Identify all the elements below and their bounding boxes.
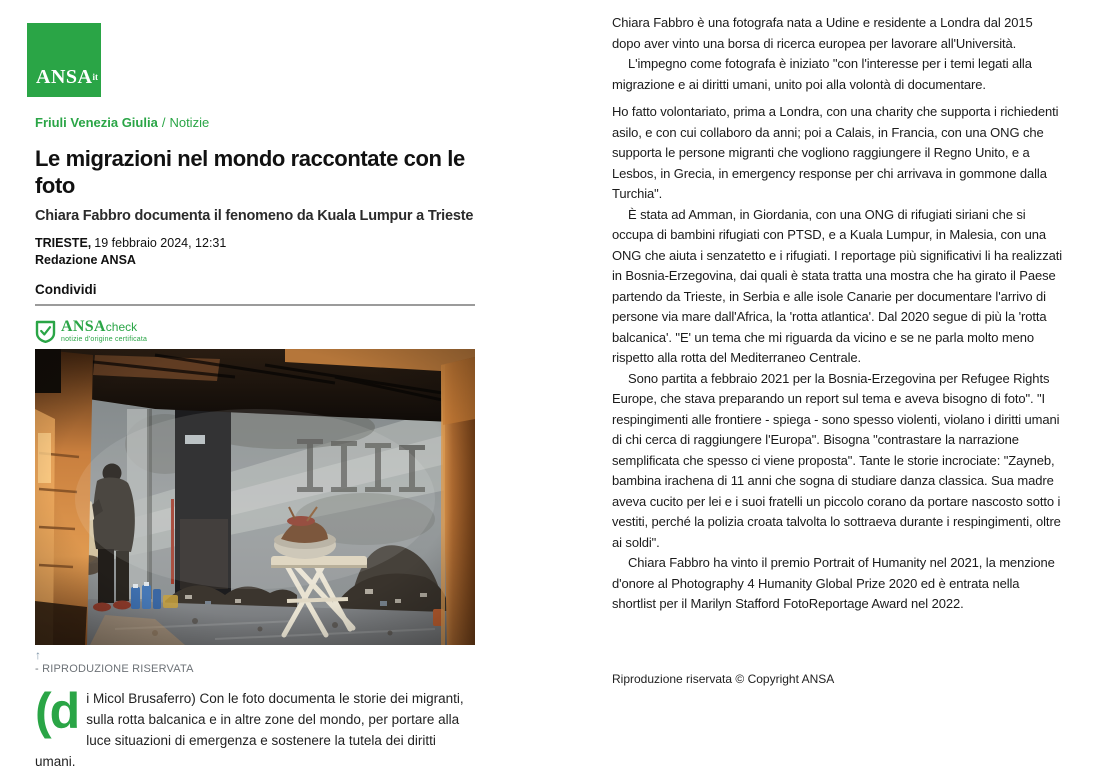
body-paragraph: Sono partita a febbraio 2021 per la Bosnia-Erzegovina per Refugee Rights Europe, che stava preparando un report sul tema e aveva bisogno di foto". "I respingimenti alle frontiere - spiega - sono spesso violenti, violano i diritti umani di chi cerca di raggiungere l'Europa". Bisogna "contrastare la narrazione semplificata che spesso ci viene proposta". Tante le storie incrociate: "Zayneb, bambina irachena di 11 anni che sogna di studiare danza classica. Sua madre aveva cucito per lei e i suoi fratelli un piccolo corano da portare nascosto sotto i vestiti, perché la polizia croata talvolta lo sottraeva durante i respingimenti, oltre ai soldi". xyxy=(612,370,1061,550)
up-arrow-icon[interactable]: ↑ xyxy=(35,648,41,662)
ansa-logo-text: ANSAit xyxy=(36,66,98,88)
photo-caption: - RIPRODUZIONE RISERVATA xyxy=(35,663,194,675)
article-subtitle: Chiara Fabbro documenta il fenomeno da Kuala Lumpur a Trieste xyxy=(35,208,474,224)
article-header-column xyxy=(35,23,475,772)
ansacheck-tagline: notizie d'origine certificata xyxy=(61,336,148,343)
dateline xyxy=(35,236,475,250)
article-body-column xyxy=(612,13,1064,615)
dateline-city: TRIESTE, xyxy=(35,236,92,250)
body-paragraph: L'impegno come fotografa è iniziato "con l'interesse per i temi legati alla migrazione e ai diritti umani, unito poi alla volontà di documentare. xyxy=(612,56,1032,92)
lead-text: i Micol Brusaferro) Con le foto documenta le storie dei migranti, sulla rotta balcanica e in altre zone del mondo, per portare alla luce situazioni di emergenza e sostenere la tutela dei diritti umani. xyxy=(35,691,464,769)
article-photo-image xyxy=(35,349,475,645)
dateline-timestamp: 19 febbraio 2024, 12:31 xyxy=(94,236,227,250)
ansacheck-brand: ANSA xyxy=(61,318,106,335)
ansa-logo[interactable] xyxy=(27,23,101,97)
divider xyxy=(35,304,475,306)
body-paragraph: Chiara Fabbro ha vinto il premio Portrait of Humanity nel 2021, la menzione d'onore al Photography 4 Humanity Global Prize 2020 ed è entrata nella shortlist per il Marilyn Stafford FotoReportage Award nel 2022. xyxy=(612,555,1055,611)
body-paragraph: È stata ad Amman, in Giordania, con una ONG di rifugiati siriani che si occupa di bambini rifugiati con PTSD, e a Kuala Lumpur, in Malesia, con una ONG che aiuta i senzatetto e i rifugiati. I reportage più significativi li ha realizzati in Bosnia-Erzegovina, dai quali è stata tratta una mostra che ha girato il Paese partendo da Trieste, in Serbia e alle isole Canarie per documentare l'arrivo di persone via mare dall'Africa, la 'rotta atlantica'. Dal 2020 segue di più la 'rotta balcanica'. "E' un tema che mi riguarda da vicino e se ne parla molto meno rispetto alla rotta del Mediterraneo Centrale. xyxy=(612,206,1063,365)
breadcrumb-region-link[interactable]: Friuli Venezia Giulia xyxy=(35,115,158,130)
shield-check-icon xyxy=(35,320,56,343)
share-label: Condividi xyxy=(35,282,97,297)
breadcrumb xyxy=(35,115,475,130)
page-title: Le migrazioni nel mondo raccontate con le foto xyxy=(35,146,465,198)
breadcrumb-section-link[interactable]: Notizie xyxy=(169,115,210,130)
breadcrumb-separator: / xyxy=(161,115,166,130)
ansacheck-suffix: check xyxy=(105,320,138,334)
ansacheck-texts xyxy=(61,319,147,343)
drop-cap: (d xyxy=(35,683,79,739)
lead-paragraph xyxy=(35,683,475,772)
byline: Redazione ANSA xyxy=(35,253,136,267)
body-paragraph: Ho fatto volontariato, prima a Londra, con una charity che supporta i richiedenti asilo, e con cui collaboro da anni; poi a Calais, in Francia, con una ONG che supporta le persone migranti che vogliono raggiungere il Regno Unito, e a Lesbos, in Grecia, in emergency response per chi arrivava in gommone dalla Turchia". xyxy=(612,104,1059,201)
copyright-notice: Riproduzione riservata © Copyright ANSA xyxy=(612,672,835,686)
body-paragraph: Chiara Fabbro è una fotografa nata a Udine e residente a Londra dal 2015 dopo aver vinto una borsa di ricerca europea per lavorare all'Università. xyxy=(612,15,1033,51)
ansacheck-badge[interactable] xyxy=(35,319,165,343)
article-photo[interactable] xyxy=(35,349,475,645)
